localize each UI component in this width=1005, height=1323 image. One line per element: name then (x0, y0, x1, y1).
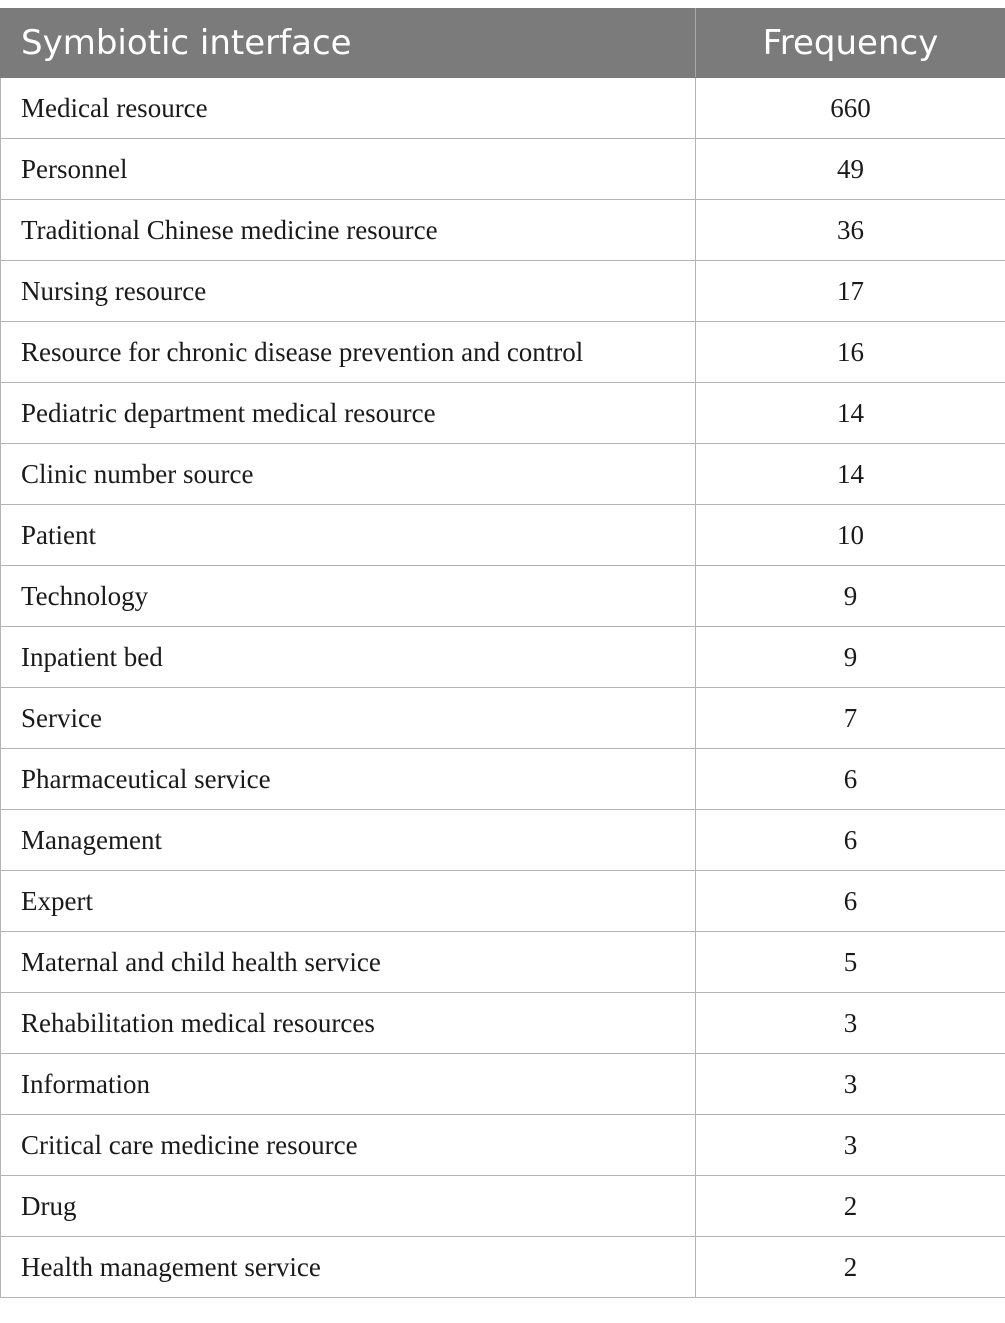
table-row (1, 200, 1005, 261)
table-row (1, 566, 1005, 627)
table-body (1, 78, 1005, 1298)
interface-cell: Resource for chronic disease prevention and control (1, 322, 696, 383)
table-row (1, 1115, 1005, 1176)
interface-cell: Medical resource (1, 78, 696, 139)
table-header (1, 9, 1005, 78)
frequency-cell: 6 (696, 810, 1005, 871)
frequency-cell: 49 (696, 139, 1005, 200)
frequency-cell: 9 (696, 627, 1005, 688)
frequency-cell: 36 (696, 200, 1005, 261)
interface-cell: Inpatient bed (1, 627, 696, 688)
interface-cell: Critical care medicine resource (1, 1115, 696, 1176)
table-row (1, 871, 1005, 932)
table-row (1, 749, 1005, 810)
table-row (1, 505, 1005, 566)
interface-cell: Patient (1, 505, 696, 566)
frequency-cell: 9 (696, 566, 1005, 627)
frequency-cell: 10 (696, 505, 1005, 566)
frequency-cell: 5 (696, 932, 1005, 993)
interface-cell: Health management service (1, 1237, 696, 1298)
table-row (1, 688, 1005, 749)
table-row (1, 932, 1005, 993)
interface-cell: Rehabilitation medical resources (1, 993, 696, 1054)
frequency-cell: 6 (696, 749, 1005, 810)
interface-cell: Information (1, 1054, 696, 1115)
table-row (1, 627, 1005, 688)
interface-cell: Maternal and child health service (1, 932, 696, 993)
interface-cell: Personnel (1, 139, 696, 200)
frequency-cell: 16 (696, 322, 1005, 383)
table-row (1, 1237, 1005, 1298)
frequency-table-container (0, 8, 1005, 1298)
interface-cell: Drug (1, 1176, 696, 1237)
frequency-cell: 7 (696, 688, 1005, 749)
table-row (1, 261, 1005, 322)
frequency-cell: 3 (696, 993, 1005, 1054)
frequency-cell: 6 (696, 871, 1005, 932)
column-header-interface: Symbiotic interface (1, 9, 696, 78)
frequency-cell: 2 (696, 1237, 1005, 1298)
interface-cell: Nursing resource (1, 261, 696, 322)
frequency-cell: 17 (696, 261, 1005, 322)
table-row (1, 78, 1005, 139)
interface-cell: Traditional Chinese medicine resource (1, 200, 696, 261)
column-header-frequency: Frequency (696, 9, 1005, 78)
frequency-cell: 14 (696, 383, 1005, 444)
table-row (1, 993, 1005, 1054)
header-row (1, 9, 1005, 78)
table-row (1, 383, 1005, 444)
table-row (1, 322, 1005, 383)
frequency-cell: 3 (696, 1054, 1005, 1115)
table-row (1, 139, 1005, 200)
frequency-cell: 14 (696, 444, 1005, 505)
interface-cell: Service (1, 688, 696, 749)
interface-cell: Pediatric department medical resource (1, 383, 696, 444)
table-row (1, 1054, 1005, 1115)
table-row (1, 1176, 1005, 1237)
interface-cell: Management (1, 810, 696, 871)
interface-cell: Expert (1, 871, 696, 932)
table-row (1, 444, 1005, 505)
frequency-cell: 3 (696, 1115, 1005, 1176)
interface-cell: Technology (1, 566, 696, 627)
frequency-cell: 2 (696, 1176, 1005, 1237)
interface-cell: Pharmaceutical service (1, 749, 696, 810)
interface-cell: Clinic number source (1, 444, 696, 505)
symbiotic-interface-frequency-table (0, 8, 1005, 1298)
frequency-cell: 660 (696, 78, 1005, 139)
table-row (1, 810, 1005, 871)
